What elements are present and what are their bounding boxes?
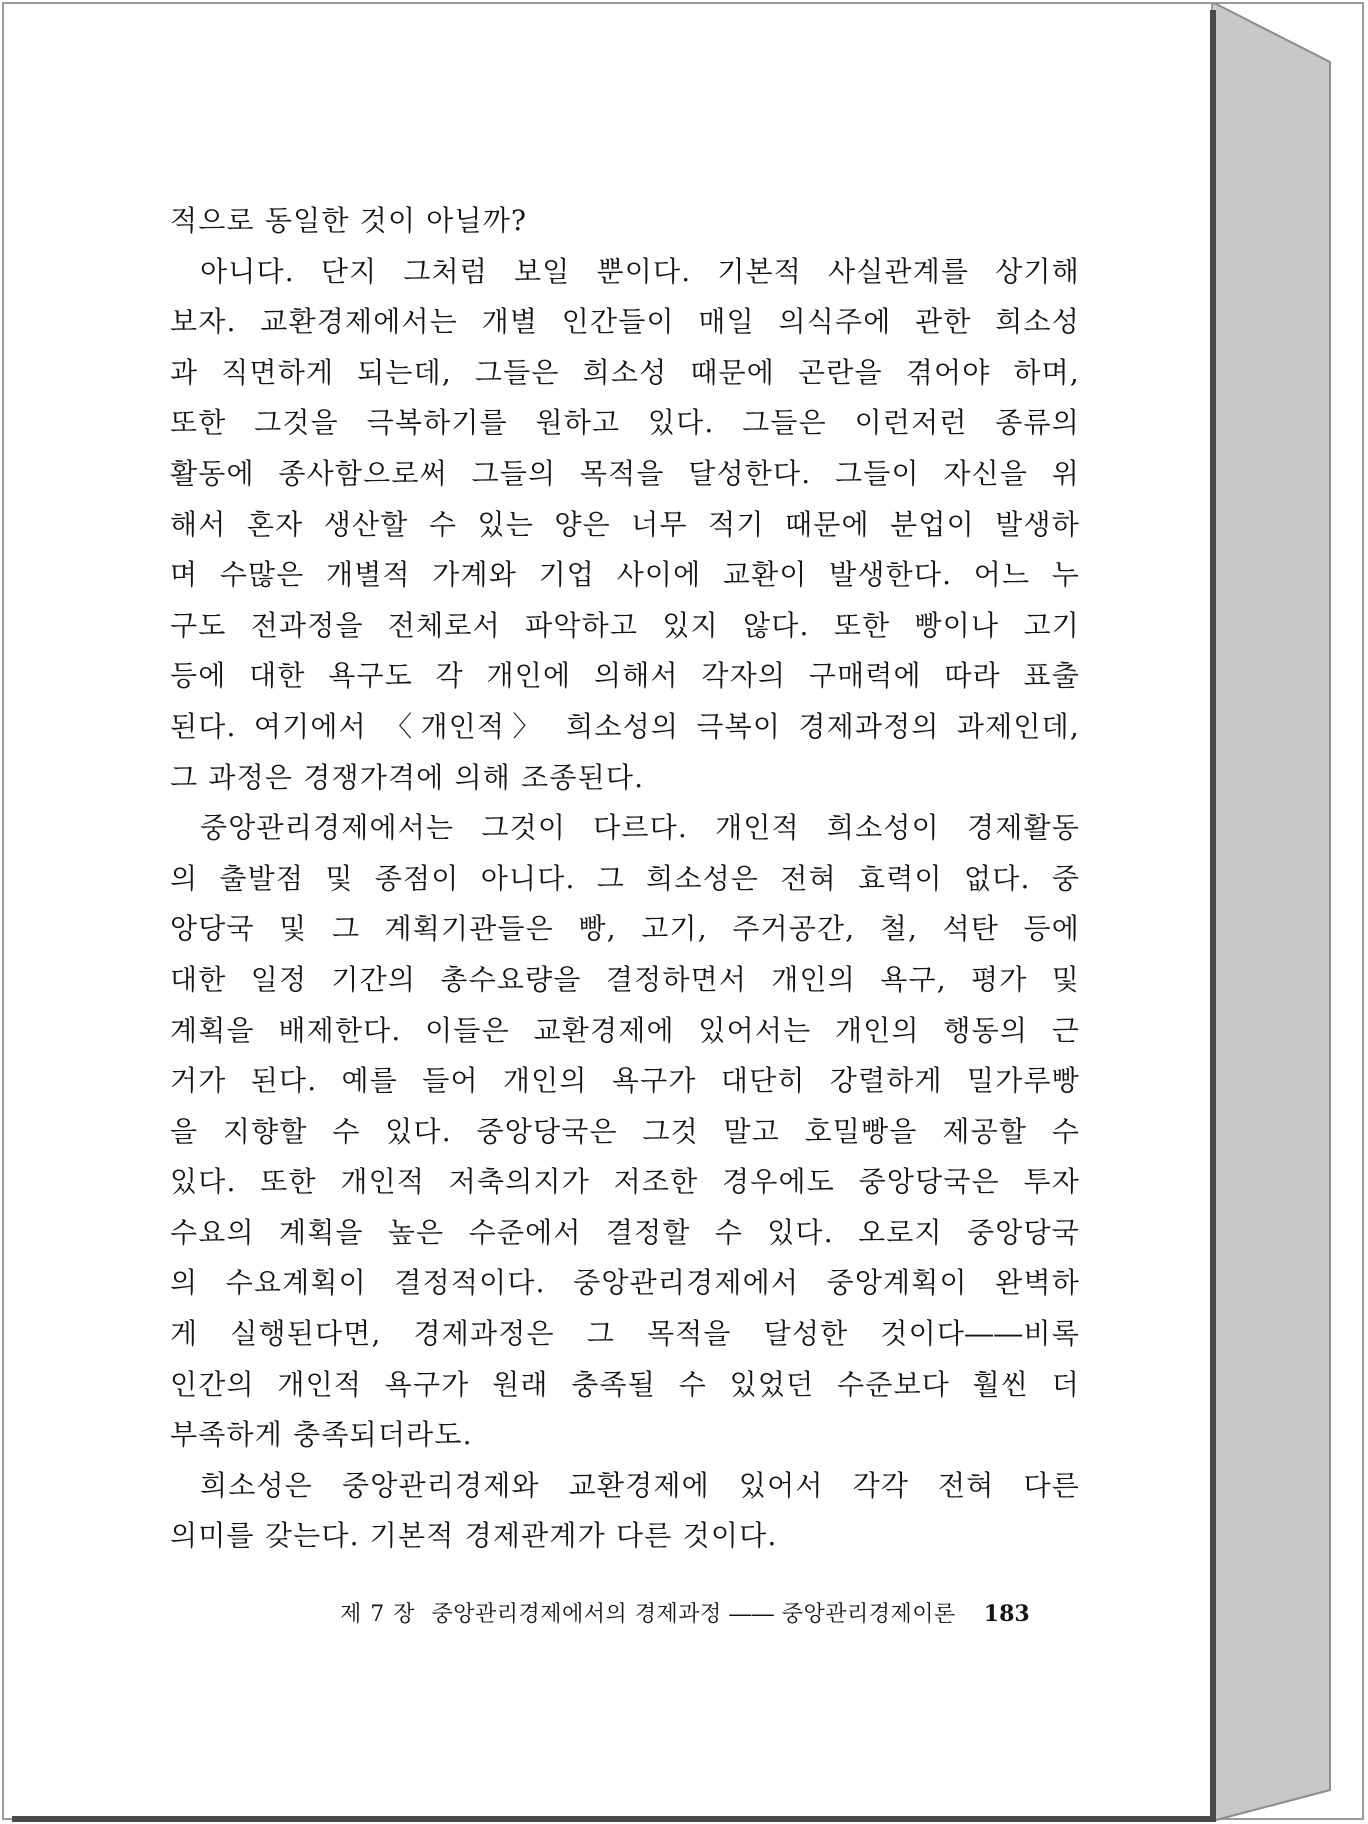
text-line: 등에 대한 욕구도 각 개인에 의해서 각자의 구매력에 따라 표출 bbox=[170, 659, 1080, 693]
text-line: 을 지향할 수 있다. 중앙당국은 그것 말고 호밀빵을 제공할 수 bbox=[170, 1114, 1080, 1148]
running-title: 중앙관리경제에서의 경제과정 ―― 중앙관리경제이론 bbox=[431, 1602, 956, 1627]
text-line: 된다. 여기에서 〈개인적〉 희소성의 극복이 경제과정의 과제인데, bbox=[170, 709, 1080, 743]
text-line: 수요의 계획을 높은 수준에서 결정할 수 있다. 오로지 중앙당국 bbox=[170, 1215, 1080, 1249]
text-line: 구도 전과정을 전체로서 파악하고 있지 않다. 또한 빵이나 고기 bbox=[170, 608, 1080, 642]
text-line: 활동에 종사함으로써 그들의 목적을 달성한다. 그들이 자신을 위 bbox=[170, 456, 1080, 490]
text-line: 인간의 개인적 욕구가 원래 충족될 수 있었던 수준보다 훨씬 더 bbox=[170, 1367, 1080, 1401]
chapter-label: 제 7 장 bbox=[340, 1602, 416, 1627]
text-line: 대한 일정 기간의 총수요량을 결정하면서 개인의 욕구, 평가 및 bbox=[170, 962, 1080, 996]
text-line: 의미를 갖는다. 기본적 경제관계가 다른 것이다. bbox=[170, 1519, 778, 1553]
text-line: 앙당국 및 그 계획기관들은 빵, 고기, 주거공간, 철, 석탄 등에 bbox=[170, 912, 1080, 946]
text-line: 의 수요계획이 결정적이다. 중앙관리경제에서 중앙계획이 완벽하 bbox=[170, 1266, 1080, 1300]
text-line: 그 과정은 경쟁가격에 의해 조종된다. bbox=[170, 760, 645, 794]
text-line: 과 직면하게 되는데, 그들은 희소성 때문에 곤란을 겪어야 하며, bbox=[170, 355, 1080, 389]
text-line: 계획을 배제한다. 이들은 교환경제에 있어서는 개인의 행동의 근 bbox=[170, 1013, 1080, 1047]
text-line: 보자. 교환경제에서는 개별 인간들이 매일 의식주에 관한 희소성 bbox=[170, 305, 1080, 339]
text-line: 부족하게 충족되더라도. bbox=[170, 1418, 473, 1452]
body-text bbox=[170, 196, 1080, 1562]
text-line: 며 수많은 개별적 가계와 기업 사이에 교환이 발생한다. 어느 누 bbox=[170, 558, 1080, 592]
page-footer bbox=[340, 1594, 1060, 1635]
text-line: 거가 된다. 예를 들어 개인의 욕구가 대단히 강렬하게 밀가루빵 bbox=[170, 1064, 1080, 1098]
text-line: 아니다. 단지 그처럼 보일 뿐이다. 기본적 사실관계를 상기해 bbox=[200, 254, 1080, 288]
text-line: 있다. 또한 개인적 저축의지가 저조한 경우에도 중앙당국은 투자 bbox=[170, 1165, 1080, 1199]
text-line: 또한 그것을 극복하기를 원하고 있다. 그들은 이런저런 종류의 bbox=[170, 406, 1080, 440]
book-page bbox=[6, 4, 1210, 1816]
text-line: 중앙관리경제에서는 그것이 다르다. 개인적 희소성이 경제활동 bbox=[200, 811, 1080, 845]
text-line: 희소성은 중앙관리경제와 교환경제에 있어서 각각 전혀 다른 bbox=[200, 1468, 1080, 1502]
text-line: 적으로 동일한 것이 아닐까? bbox=[170, 204, 528, 237]
page-number: 183 bbox=[983, 1601, 1030, 1627]
text-line: 게 실행된다면, 경제과정은 그 목적을 달성한 것이다――비록 bbox=[170, 1317, 1080, 1351]
text-line: 의 출발점 및 종점이 아니다. 그 희소성은 전혀 효력이 없다. 중 bbox=[170, 861, 1080, 895]
text-line: 해서 혼자 생산할 수 있는 양은 너무 적기 때문에 분업이 발생하 bbox=[170, 507, 1080, 541]
